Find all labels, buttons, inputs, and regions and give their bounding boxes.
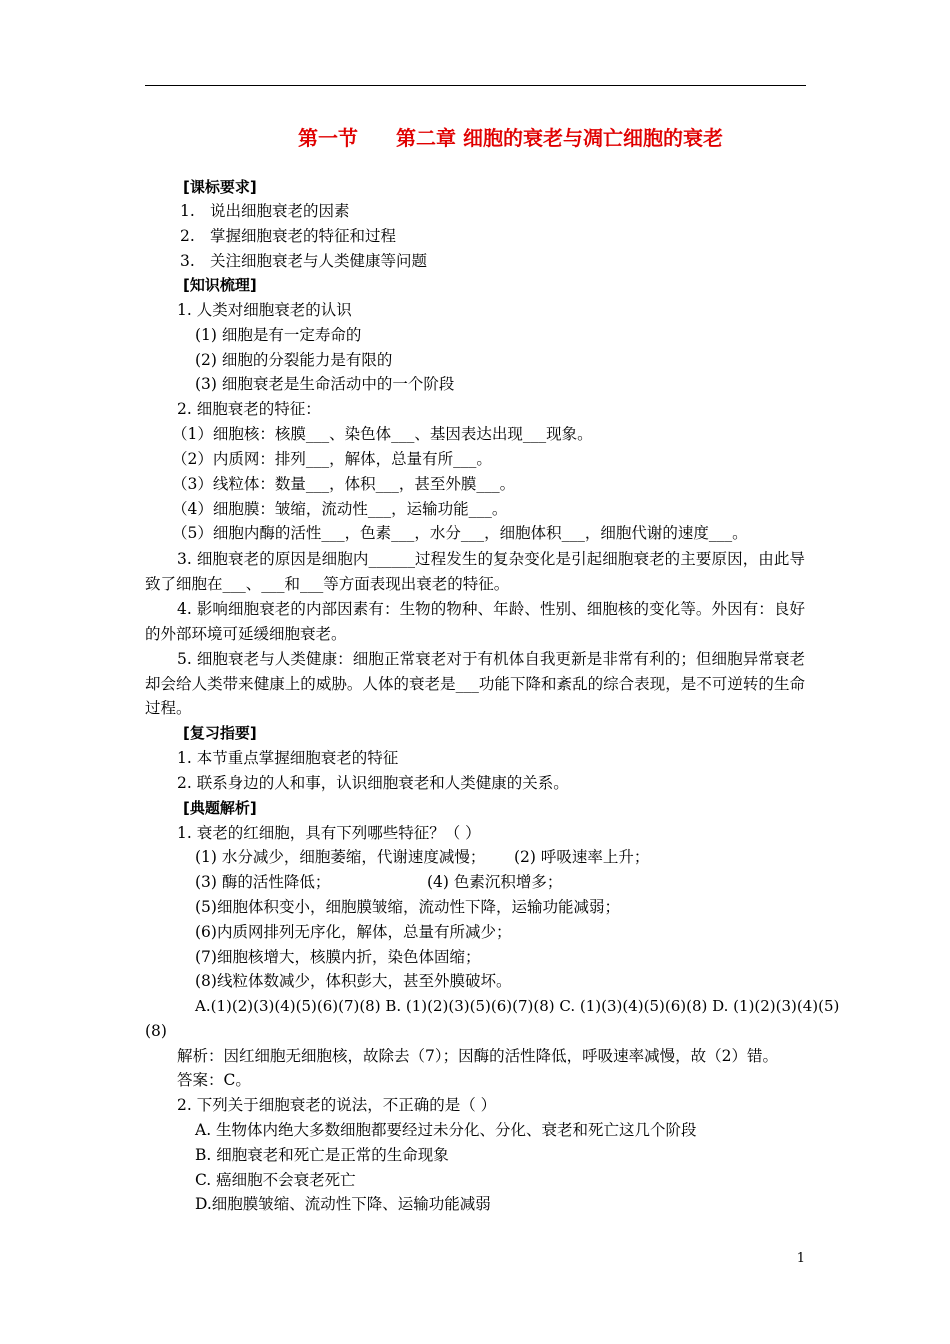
question-2-stem: 2. 下列关于细胞衰老的说法，不正确的是（ ） — [177, 1096, 497, 1114]
header-rule — [145, 85, 806, 86]
list-item: （2）内质网：排列___，解体，总量有所___。 — [172, 450, 492, 468]
list-item: （4）细胞膜：皱缩，流动性___，运输功能___。 — [172, 500, 508, 518]
list-item: 3. 关注细胞衰老与人类健康等问题 — [180, 252, 428, 270]
review-heading: [复习指要] — [183, 724, 257, 742]
examples-heading: [典题解析] — [183, 799, 257, 817]
list-item: 2. 掌握细胞衰老的特征和过程 — [180, 227, 397, 245]
list-item: （1）细胞核：核膜___、染色体___、基因表达出现___现象。 — [172, 425, 593, 443]
knowledge-p5: 5. 细胞衰老与人类健康：细胞正常衰老对于有机体自我更新是非常有利的；但细胞异常衰老却会给人类带来健康上的威胁。人体的衰老是___功能下降和紊乱的综合表现，是不可逆转的生命过程。 — [145, 650, 805, 717]
question-1-choices-wrap: (8) — [145, 1022, 167, 1040]
list-item: （3）线粒体：数量___，体积___，甚至外膜___。 — [172, 475, 516, 493]
knowledge-heading: [知识梳理] — [183, 276, 257, 294]
list-item: 2. 联系身边的人和事，认识细胞衰老和人类健康的关系。 — [177, 774, 569, 792]
course-standard-heading: [课标要求] — [183, 178, 257, 196]
list-item: (3) 细胞衰老是生命活动中的一个阶段 — [195, 375, 455, 393]
question-1-option: (5)细胞体积变小，细胞膜皱缩，流动性下降，运输功能减弱； — [195, 898, 620, 916]
question-1-option: (8)线粒体数减少，体积彭大，甚至外膜破坏。 — [195, 972, 512, 990]
knowledge-p4: 4. 影响细胞衰老的内部因素有：生物的物种、年龄、性别、细胞核的变化等。外因有：良好的外部环境可延缓细胞衰老。 — [145, 600, 805, 643]
question-1-analysis: 解析：因红细胞无细胞核，故除去（7）；因酶的活性降低，呼吸速率减慢，故（2）错。 — [177, 1047, 778, 1065]
list-item: (2) 细胞的分裂能力是有限的 — [195, 351, 393, 369]
list-item: （5）细胞内酶的活性___，色素___，水分___，细胞体积___，细胞代谢的速度___。 — [172, 524, 748, 542]
list-item: (1) 细胞是有一定寿命的 — [195, 326, 362, 344]
question-1-option: (6)内质网排列无序化，解体，总量有所减少； — [195, 923, 512, 941]
page-number: 1 — [796, 1251, 805, 1266]
question-1-option: (2) 呼吸速率上升； — [514, 848, 650, 866]
list-item: 1. 说出细胞衰老的因素 — [180, 202, 350, 220]
question-1-option: (3) 酶的活性降低； — [195, 873, 331, 891]
knowledge-p1-title: 1. 人类对细胞衰老的认识 — [177, 301, 352, 319]
question-2-option: D.细胞膜皱缩、流动性下降、运输功能减弱 — [195, 1195, 491, 1213]
chapter-title: 第二章 细胞的衰老与凋亡细胞的衰老 — [396, 126, 723, 150]
list-item: 1. 本节重点掌握细胞衰老的特征 — [177, 749, 399, 767]
question-2-option: B. 细胞衰老和死亡是正常的生命现象 — [195, 1146, 449, 1164]
question-2-option: C. 癌细胞不会衰老死亡 — [195, 1171, 356, 1189]
question-1-option: (7)细胞核增大，核膜内折，染色体固缩； — [195, 948, 481, 966]
question-1-stem: 1. 衰老的红细胞，具有下列哪些特征？（ ） — [177, 824, 481, 842]
question-1-option: (4) 色素沉积增多； — [427, 873, 563, 891]
question-2-option: A. 生物体内绝大多数细胞都要经过未分化、分化、衰老和死亡这几个阶段 — [195, 1121, 697, 1139]
question-1-answer: 答案：C。 — [177, 1071, 251, 1089]
section-label: 第一节 — [298, 126, 358, 150]
question-1-option: (1) 水分减少，细胞萎缩，代谢速度减慢； — [195, 848, 486, 866]
page-title — [298, 122, 723, 151]
knowledge-p3: 3. 细胞衰老的原因是细胞内______过程发生的复杂变化是引起细胞衰老的主要原因，由此导致了细胞在___、___和___等方面表现出衰老的特征。 — [145, 550, 805, 593]
knowledge-p2-title: 2. 细胞衰老的特征： — [177, 400, 321, 418]
question-1-choices: A.(1)(2)(3)(4)(5)(6)(7)(8) B. (1)(2)(3)(5)(6)(7)(8) C. (1)(3)(4)(5)(6)(8) D. (1)(2)(3)(4)(5) — [195, 997, 840, 1015]
